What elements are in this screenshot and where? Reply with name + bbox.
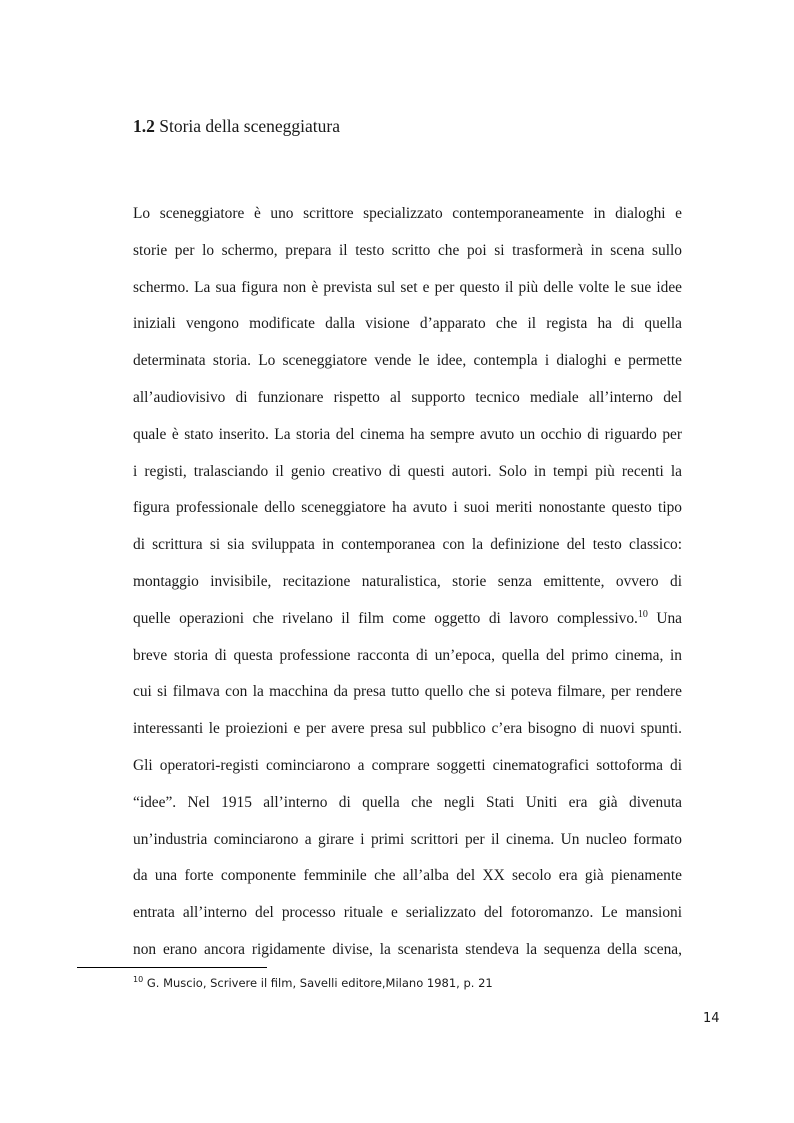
text-line: figura professionale dello sceneggiatore ha avuto i suoi meriti nonostante questo tipo bbox=[133, 499, 682, 517]
footnote bbox=[133, 975, 493, 991]
text-line: schermo. La sua figura non è prevista sul set e per questo il più delle volte le sue idee bbox=[133, 278, 682, 296]
text-line: entrata all’interno del processo rituale e serializzato del fotoromanzo. Le mansioni bbox=[133, 904, 682, 922]
page-number: 14 bbox=[703, 1011, 720, 1026]
text-line: breve storia di questa professione racconta di un’epoca, quella del primo cinema, in bbox=[133, 646, 682, 664]
text-line: da una forte componente femminile che all’alba del XX secolo era già pienamente bbox=[133, 867, 682, 885]
text-segment: quelle operazioni che rivelano il film come oggetto di lavoro complessivo. bbox=[133, 609, 638, 627]
section-title: Storia della sceneggiatura bbox=[159, 116, 341, 136]
text-line: storie per lo schermo, prepara il testo scritto che poi si trasformerà in scena sullo bbox=[133, 241, 682, 259]
text-line: Lo sceneggiatore è uno scrittore specializzato contemporaneamente in dialoghi e bbox=[133, 205, 682, 222]
text-line: quale è stato inserito. La storia del cinema ha sempre avuto un occhio di riguardo per bbox=[133, 425, 682, 443]
text-line: montaggio invisibile, recitazione naturalistica, storie senza emittente, ovvero di bbox=[133, 572, 682, 590]
section-heading bbox=[133, 114, 340, 138]
text-line: un’industria cominciarono a girare i primi scrittori per il cinema. Un nucleo formato bbox=[133, 830, 682, 848]
text-line: “idee”. Nel 1915 all’interno di quella che negli Stati Uniti era già divenuta bbox=[133, 793, 682, 811]
section-number: 1.2 bbox=[133, 116, 155, 136]
text-line: non erano ancora rigidamente divise, la scenarista stendeva la sequenza della scena, bbox=[133, 940, 682, 958]
footnote-text: G. Muscio, Scrivere il film, Savelli editore,Milano 1981, p. 21 bbox=[146, 976, 493, 990]
text-line: iniziali vengono modificate dalla visione d’apparato che il regista ha di quella bbox=[133, 315, 682, 333]
text-line: all’audiovisivo di funzionare rispetto al supporto tecnico mediale all’interno del bbox=[133, 388, 682, 406]
footnote-reference: 10 bbox=[637, 608, 648, 620]
text-line: interessanti le proiezioni e per avere presa sul pubblico c’era bisogno di nuovi spunti. bbox=[133, 720, 682, 738]
text-segment: Una bbox=[656, 609, 682, 627]
text-line: di scrittura si sia sviluppata in contemporanea con la definizione del testo classico: bbox=[133, 536, 682, 554]
footnote-number: 10 bbox=[133, 975, 144, 985]
footnote-separator bbox=[77, 967, 267, 968]
text-line-with-footnote bbox=[133, 601, 682, 638]
text-line: Gli operatori-registi cominciarono a comprare soggetti cinematografici sottoforma di bbox=[133, 756, 682, 774]
text-line: determinata storia. Lo sceneggiatore vende le idee, contempla i dialoghi e permette bbox=[133, 352, 682, 370]
text-line: i registi, tralasciando il genio creativo di questi autori. Solo in tempi più recenti la bbox=[133, 462, 682, 480]
body-paragraph bbox=[133, 196, 682, 969]
text-line: cui si filmava con la macchina da presa tutto quello che si poteva filmare, per rendere bbox=[133, 683, 682, 701]
